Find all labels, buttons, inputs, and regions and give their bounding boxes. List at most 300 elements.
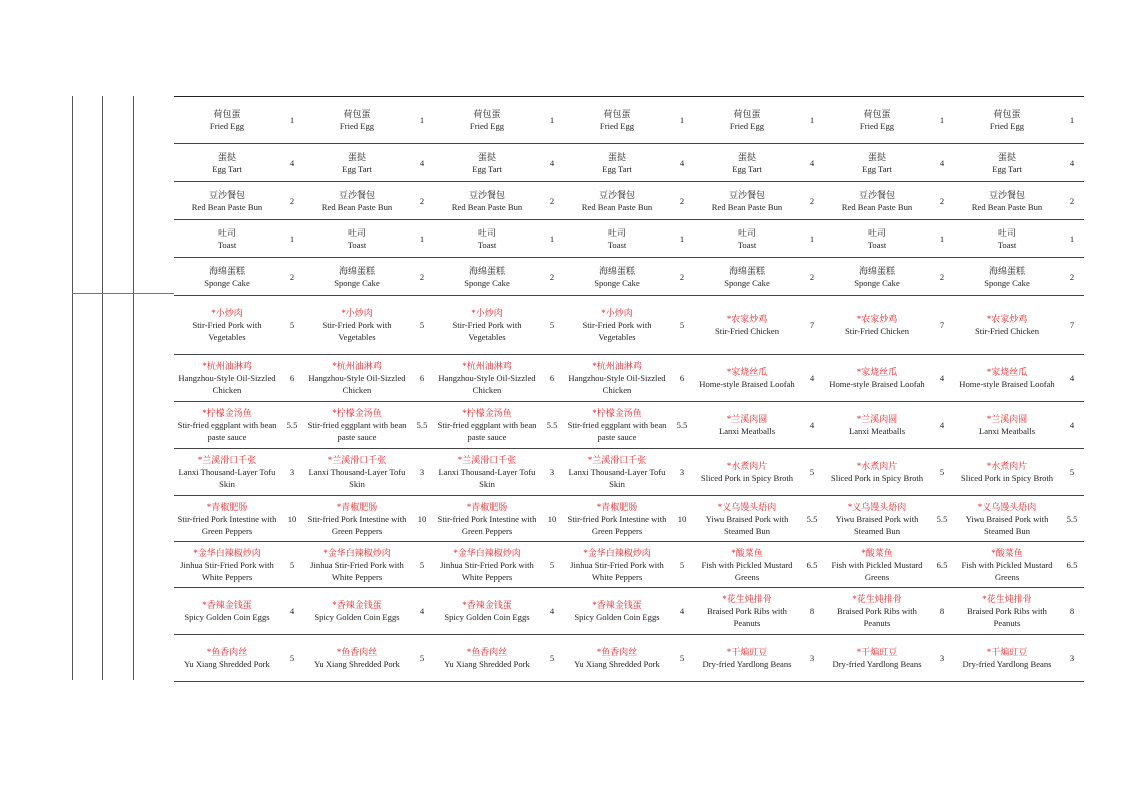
dish-cell <box>824 588 930 635</box>
dish-cell <box>954 542 1060 588</box>
dish-cell <box>954 144 1060 182</box>
dish-quantity: 6 <box>670 355 694 402</box>
dish-quantity: 2 <box>670 182 694 220</box>
dish-cell <box>174 182 280 220</box>
dish-name-chinese: *金华白辣椒炒肉 <box>453 547 521 558</box>
dish-quantity: 4 <box>930 144 954 182</box>
dish-cell <box>304 355 410 402</box>
dish-name-chinese: 吐司 <box>867 227 886 238</box>
dish-cell <box>824 296 930 355</box>
dish-name-chinese: 荷包蛋 <box>863 109 891 119</box>
dish-quantity: 4 <box>1060 144 1084 182</box>
dish-cell <box>434 402 540 449</box>
dish-cell <box>954 635 1060 682</box>
dish-name-chinese: *兰溪滑口千张 <box>587 455 647 465</box>
lunch-menu-row <box>174 496 1084 542</box>
dish-name-english: Lanxi Thousand-Layer Tofu Skin <box>568 467 666 489</box>
dish-name-english: Toast <box>737 239 757 250</box>
dish-name-chinese: *农家炒鸡 <box>856 314 898 324</box>
dish-quantity: 3 <box>410 449 434 496</box>
dish-name-english: Yu Xiang Shredded Pork <box>314 659 400 669</box>
dish-quantity: 5 <box>540 296 564 355</box>
dish-name-chinese: 海绵蛋糕 <box>728 265 765 276</box>
dish-cell <box>824 182 930 220</box>
dish-name-english: Lanxi Thousand-Layer Tofu Skin <box>438 467 536 489</box>
dish-name-chinese: *农家炒鸡 <box>726 314 768 324</box>
dish-name-english: Stir-Fried Pork with Vegetables <box>192 320 262 342</box>
dish-name-chinese: *家烧丝瓜 <box>856 367 898 377</box>
dish-cell <box>564 182 670 220</box>
dish-quantity: 1 <box>540 220 564 258</box>
dish-name-english: Lanxi Thousand-Layer Tofu Skin <box>308 467 406 489</box>
dish-cell <box>694 588 800 635</box>
dish-name-english: Toast <box>607 239 627 250</box>
dish-cell <box>824 402 930 449</box>
dish-quantity: 1 <box>800 220 824 258</box>
weekly-menu-table <box>174 96 1084 682</box>
dish-cell <box>174 258 280 296</box>
dish-quantity: 5 <box>670 296 694 355</box>
dish-cell <box>824 220 930 258</box>
dish-name-english: Yiwu Braised Pork with Steamed Bun <box>835 513 919 536</box>
dish-name-english: Stir-fried Pork Intestine with Green Peppers <box>177 513 277 536</box>
dish-name-chinese: *花生炖排骨 <box>982 594 1032 604</box>
dish-name-english: Home-style Braised Loofah <box>959 379 1055 389</box>
dish-name-chinese: *干煸豇豆 <box>856 647 898 657</box>
dish-name-english: Yiwu Braised Pork with Steamed Bun <box>965 513 1049 536</box>
dish-quantity: 5 <box>540 542 564 588</box>
dish-quantity: 2 <box>1060 258 1084 296</box>
dish-name-english: Stir-fried eggplant with bean paste sauce <box>437 420 537 442</box>
dish-name-chinese: *鱼香肉丝 <box>336 647 378 657</box>
dish-name-chinese: *杭州油淋鸡 <box>332 361 382 371</box>
dish-quantity: 5 <box>280 542 304 588</box>
dish-name-chinese: *柠檬金汤鱼 <box>202 408 252 418</box>
breakfast-menu-row <box>174 258 1084 296</box>
dish-cell <box>564 588 670 635</box>
dish-name-chinese: *水煮肉片 <box>726 461 768 471</box>
dish-cell <box>954 182 1060 220</box>
dish-name-chinese: *家烧丝瓜 <box>726 367 768 377</box>
dish-quantity: 2 <box>540 258 564 296</box>
dish-cell <box>434 144 540 182</box>
dish-cell <box>434 635 540 682</box>
dish-quantity: 8 <box>1060 588 1084 635</box>
dish-name-english: Lanxi Meatballs <box>978 426 1036 436</box>
dish-name-chinese: *兰溪滑口千张 <box>197 455 257 465</box>
dish-name-chinese: 吐司 <box>607 227 626 238</box>
dish-cell <box>694 449 800 496</box>
dish-name-chinese: *兰溪肉圆 <box>986 414 1028 424</box>
dish-name-chinese: *香辣金钱蛋 <box>462 600 512 610</box>
lunch-menu-row <box>174 355 1084 402</box>
dish-name-chinese: 荷包蛋 <box>213 109 241 119</box>
dish-name-english: Sliced Pork in Spicy Broth <box>960 473 1054 483</box>
left-margin-rule-1 <box>72 96 73 680</box>
dish-cell <box>304 542 410 588</box>
dish-quantity: 4 <box>410 588 434 635</box>
dish-cell <box>174 355 280 402</box>
dish-name-english: Egg Tart <box>602 163 632 174</box>
dish-cell <box>694 635 800 682</box>
dish-name-english: Red Bean Paste Bun <box>971 201 1043 212</box>
dish-name-english: Toast <box>477 239 497 250</box>
dish-name-english: Egg Tart <box>732 163 762 174</box>
dish-quantity: 2 <box>410 258 434 296</box>
breakfast-menu-row <box>174 97 1084 144</box>
dish-quantity: 3 <box>280 449 304 496</box>
lunch-menu-row <box>174 588 1084 635</box>
dish-name-english: Fried Egg <box>989 121 1025 131</box>
dish-name-chinese: 海绵蛋糕 <box>468 265 505 276</box>
dish-quantity: 6.5 <box>800 542 824 588</box>
lunch-menu-row <box>174 402 1084 449</box>
dish-name-english: Stir-Fried Chicken <box>974 326 1040 336</box>
dish-name-english: Toast <box>867 239 887 250</box>
dish-name-chinese: *金华白辣椒炒肉 <box>323 547 391 558</box>
dish-quantity: 4 <box>930 355 954 402</box>
dish-quantity: 4 <box>930 402 954 449</box>
dish-cell <box>824 449 930 496</box>
dish-name-english: Jinhua Stir-Fried Pork with White Peppers <box>310 559 404 582</box>
dish-name-chinese: *柠檬金汤鱼 <box>592 408 642 418</box>
dish-name-english: Lanxi Meatballs <box>848 426 906 436</box>
dish-name-chinese: 海绵蛋糕 <box>858 265 895 276</box>
dish-quantity: 5 <box>410 542 434 588</box>
dish-cell <box>824 635 930 682</box>
dish-cell <box>824 496 930 542</box>
dish-name-chinese: 荷包蛋 <box>993 109 1021 119</box>
dish-quantity: 5 <box>670 542 694 588</box>
dish-name-english: Stir-fried Pork Intestine with Green Peppers <box>567 513 667 536</box>
dish-name-english: Fried Egg <box>859 121 895 131</box>
dish-quantity: 5 <box>410 296 434 355</box>
dish-quantity: 5.5 <box>410 402 434 449</box>
dish-name-chinese: 荷包蛋 <box>473 109 501 119</box>
dish-name-english: Lanxi Thousand-Layer Tofu Skin <box>178 467 276 489</box>
dish-cell <box>694 97 800 144</box>
dish-cell <box>174 496 280 542</box>
dish-quantity: 7 <box>1060 296 1084 355</box>
dish-quantity: 10 <box>280 496 304 542</box>
dish-name-chinese: 海绵蛋糕 <box>338 265 375 276</box>
dish-name-chinese: *柠檬金汤鱼 <box>332 408 382 418</box>
dish-quantity: 5.5 <box>280 402 304 449</box>
dish-quantity: 6 <box>280 355 304 402</box>
dish-quantity: 1 <box>930 97 954 144</box>
dish-cell <box>564 296 670 355</box>
dish-quantity: 5.5 <box>670 402 694 449</box>
dish-name-chinese: *花生炖排骨 <box>722 594 772 604</box>
dish-name-chinese: 蛋挞 <box>607 151 626 162</box>
lunch-menu-row <box>174 635 1084 682</box>
dish-name-english: Fried Egg <box>729 121 765 131</box>
dish-cell <box>694 144 800 182</box>
dish-name-english: Egg Tart <box>472 163 502 174</box>
dish-cell <box>304 402 410 449</box>
dish-cell <box>694 220 800 258</box>
dish-name-chinese: 蛋挞 <box>477 151 496 162</box>
dish-name-english: Sponge Cake <box>594 277 640 288</box>
dish-cell <box>174 588 280 635</box>
dish-cell <box>304 588 410 635</box>
dish-quantity: 2 <box>800 182 824 220</box>
dish-cell <box>954 220 1060 258</box>
dish-name-chinese: *义乌馒头焐肉 <box>847 501 907 512</box>
dish-name-english: Yu Xiang Shredded Pork <box>444 659 530 669</box>
dish-cell <box>564 355 670 402</box>
dish-name-english: Fried Egg <box>339 121 375 131</box>
dish-quantity: 4 <box>1060 402 1084 449</box>
dish-quantity: 2 <box>800 258 824 296</box>
dish-quantity: 3 <box>540 449 564 496</box>
breakfast-menu-row <box>174 182 1084 220</box>
dish-name-english: Red Bean Paste Bun <box>451 201 523 212</box>
dish-quantity: 1 <box>540 97 564 144</box>
dish-name-english: Spicy Golden Coin Eggs <box>184 612 270 622</box>
dish-cell <box>824 144 930 182</box>
dish-name-chinese: *兰溪肉圆 <box>726 414 768 424</box>
dish-cell <box>304 182 410 220</box>
dish-name-english: Sponge Cake <box>204 277 250 288</box>
dish-name-chinese: 蛋挞 <box>867 151 886 162</box>
dish-name-english: Stir-Fried Pork with Vegetables <box>452 320 522 342</box>
dish-name-english: Sliced Pork in Spicy Broth <box>700 473 794 483</box>
dish-name-chinese: *小炒肉 <box>211 308 243 318</box>
dish-quantity: 4 <box>540 588 564 635</box>
dish-quantity: 2 <box>540 182 564 220</box>
dish-quantity: 2 <box>280 182 304 220</box>
dish-name-english: Spicy Golden Coin Eggs <box>314 612 400 622</box>
dish-cell <box>434 258 540 296</box>
dish-name-chinese: *杭州油淋鸡 <box>202 361 252 371</box>
dish-cell <box>174 220 280 258</box>
dish-name-chinese: *家烧丝瓜 <box>986 367 1028 377</box>
dish-cell <box>824 258 930 296</box>
dish-name-chinese: 吐司 <box>347 227 366 238</box>
dish-cell <box>304 449 410 496</box>
dish-name-english: Egg Tart <box>212 163 242 174</box>
dish-name-english: Sponge Cake <box>984 277 1030 288</box>
dish-quantity: 8 <box>800 588 824 635</box>
dish-quantity: 2 <box>930 258 954 296</box>
dish-cell <box>694 182 800 220</box>
dish-name-chinese: *花生炖排骨 <box>852 594 902 604</box>
dish-name-english: Red Bean Paste Bun <box>711 201 783 212</box>
dish-name-chinese: 海绵蛋糕 <box>988 265 1025 276</box>
dish-cell <box>954 496 1060 542</box>
dish-name-english: Stir-fried eggplant with bean paste sauce <box>567 420 667 442</box>
dish-cell <box>954 449 1060 496</box>
dish-quantity: 4 <box>280 588 304 635</box>
dish-name-chinese: 蛋挞 <box>997 151 1016 162</box>
dish-quantity: 4 <box>800 402 824 449</box>
dish-quantity: 5 <box>800 449 824 496</box>
dish-name-chinese: *香辣金钱蛋 <box>332 600 382 610</box>
dish-cell <box>434 220 540 258</box>
dish-quantity: 6.5 <box>930 542 954 588</box>
dish-name-chinese: 豆沙餐包 <box>858 189 895 200</box>
dish-quantity: 2 <box>280 258 304 296</box>
dish-cell <box>824 542 930 588</box>
dish-name-english: Red Bean Paste Bun <box>191 201 263 212</box>
dish-cell <box>954 258 1060 296</box>
dish-quantity: 5 <box>280 635 304 682</box>
dish-quantity: 1 <box>410 220 434 258</box>
dish-quantity: 7 <box>930 296 954 355</box>
dish-quantity: 1 <box>280 97 304 144</box>
dish-name-english: Toast <box>347 239 367 250</box>
dish-name-chinese: 蛋挞 <box>347 151 366 162</box>
dish-cell <box>304 258 410 296</box>
dish-name-chinese: *金华白辣椒炒肉 <box>583 547 651 558</box>
dish-name-chinese: 豆沙餐包 <box>598 189 635 200</box>
dish-quantity: 1 <box>670 220 694 258</box>
dish-name-english: Sponge Cake <box>854 277 900 288</box>
dish-quantity: 5 <box>280 296 304 355</box>
dish-cell <box>434 542 540 588</box>
dish-name-chinese: 吐司 <box>477 227 496 238</box>
dish-name-english: Yu Xiang Shredded Pork <box>574 659 660 669</box>
dish-cell <box>434 182 540 220</box>
dish-name-chinese: 荷包蛋 <box>343 109 371 119</box>
dish-name-english: Fish with Pickled Mustard Greens <box>701 559 793 582</box>
dish-quantity: 4 <box>1060 355 1084 402</box>
dish-name-english: Braised Pork Ribs with Peanuts <box>707 606 787 628</box>
dish-name-english: Toast <box>217 239 237 250</box>
dish-quantity: 1 <box>670 97 694 144</box>
dish-quantity: 10 <box>670 496 694 542</box>
dish-name-chinese: 豆沙餐包 <box>728 189 765 200</box>
dish-cell <box>304 144 410 182</box>
dish-name-english: Fried Egg <box>469 121 505 131</box>
dish-quantity: 1 <box>930 220 954 258</box>
dish-cell <box>954 588 1060 635</box>
dish-cell <box>694 355 800 402</box>
dish-cell <box>954 355 1060 402</box>
dish-name-english: Red Bean Paste Bun <box>321 201 393 212</box>
dish-name-chinese: *青椒肥肠 <box>206 501 248 512</box>
dish-quantity: 1 <box>1060 220 1084 258</box>
dish-name-chinese: 豆沙餐包 <box>338 189 375 200</box>
dish-name-english: Sponge Cake <box>724 277 770 288</box>
dish-name-english: Egg Tart <box>862 163 892 174</box>
dish-name-english: Jinhua Stir-Fried Pork with White Peppers <box>570 559 664 582</box>
dish-cell <box>434 496 540 542</box>
dish-quantity: 4 <box>670 588 694 635</box>
dish-name-chinese: *酸菜鱼 <box>731 547 763 558</box>
dish-quantity: 5.5 <box>1060 496 1084 542</box>
dish-cell <box>824 97 930 144</box>
dish-name-english: Stir-fried eggplant with bean paste sauce <box>307 420 407 442</box>
dish-name-english: Hangzhou-Style Oil-Sizzled Chicken <box>438 373 536 395</box>
dish-name-english: Dry-fried Yardlong Beans <box>702 659 792 669</box>
dish-name-english: Home-style Braised Loofah <box>699 379 795 389</box>
dish-name-english: Fish with Pickled Mustard Greens <box>831 559 923 582</box>
dish-name-chinese: *水煮肉片 <box>986 461 1028 471</box>
dish-name-chinese: *柠檬金汤鱼 <box>462 408 512 418</box>
dish-quantity: 4 <box>800 355 824 402</box>
dish-name-english: Stir-fried eggplant with bean paste sauce <box>177 420 277 442</box>
dish-name-chinese: 吐司 <box>997 227 1016 238</box>
dish-cell <box>694 258 800 296</box>
dish-cell <box>954 97 1060 144</box>
dish-name-english: Jinhua Stir-Fried Pork with White Peppers <box>440 559 534 582</box>
dish-quantity: 10 <box>410 496 434 542</box>
dish-quantity: 6.5 <box>1060 542 1084 588</box>
dish-cell <box>694 542 800 588</box>
dish-name-chinese: *酸菜鱼 <box>861 547 893 558</box>
dish-cell <box>694 402 800 449</box>
dish-name-chinese: *青椒肥肠 <box>596 501 638 512</box>
dish-quantity: 4 <box>540 144 564 182</box>
dish-quantity: 5 <box>930 449 954 496</box>
dish-name-chinese: *青椒肥肠 <box>466 501 508 512</box>
dish-quantity: 2 <box>930 182 954 220</box>
dish-name-chinese: 海绵蛋糕 <box>208 265 245 276</box>
dish-cell <box>564 220 670 258</box>
dish-quantity: 1 <box>410 97 434 144</box>
dish-quantity: 5 <box>410 635 434 682</box>
dish-quantity: 4 <box>800 144 824 182</box>
dish-cell <box>564 635 670 682</box>
dish-name-chinese: *杭州油淋鸡 <box>462 361 512 371</box>
dish-quantity: 5.5 <box>800 496 824 542</box>
dish-cell <box>434 355 540 402</box>
dish-name-english: Stir-Fried Pork with Vegetables <box>582 320 652 342</box>
dish-name-english: Dry-fried Yardlong Beans <box>832 659 922 669</box>
dish-quantity: 4 <box>280 144 304 182</box>
dish-name-english: Fish with Pickled Mustard Greens <box>961 559 1053 582</box>
dish-name-english: Braised Pork Ribs with Peanuts <box>837 606 917 628</box>
dish-quantity: 5.5 <box>540 402 564 449</box>
dish-name-chinese: *农家炒鸡 <box>986 314 1028 324</box>
dish-name-english: Home-style Braised Loofah <box>829 379 925 389</box>
dish-name-english: Hangzhou-Style Oil-Sizzled Chicken <box>178 373 276 395</box>
dish-cell <box>954 296 1060 355</box>
dish-name-chinese: *兰溪滑口千张 <box>327 455 387 465</box>
lunch-menu-row <box>174 542 1084 588</box>
dish-name-chinese: *鱼香肉丝 <box>466 647 508 657</box>
dish-name-english: Fried Egg <box>599 121 635 131</box>
dish-cell <box>564 258 670 296</box>
dish-quantity: 5 <box>670 635 694 682</box>
dish-quantity: 3 <box>930 635 954 682</box>
dish-name-english: Egg Tart <box>992 163 1022 174</box>
dish-cell <box>694 296 800 355</box>
dish-cell <box>564 496 670 542</box>
dish-name-chinese: *小炒肉 <box>471 308 503 318</box>
dish-name-chinese: *杭州油淋鸡 <box>592 361 642 371</box>
dish-cell <box>304 296 410 355</box>
dish-name-chinese: *干煸豇豆 <box>986 647 1028 657</box>
dish-name-chinese: 蛋挞 <box>737 151 756 162</box>
dish-name-chinese: *义乌馒头焐肉 <box>717 501 777 512</box>
dish-quantity: 7 <box>800 296 824 355</box>
dish-quantity: 5 <box>1060 449 1084 496</box>
dish-cell <box>564 97 670 144</box>
dish-name-english: Egg Tart <box>342 163 372 174</box>
dish-name-english: Stir-fried Pork Intestine with Green Peppers <box>307 513 407 536</box>
dish-name-english: Yiwu Braised Pork with Steamed Bun <box>705 513 789 536</box>
left-margin-rule-2 <box>102 96 103 680</box>
dish-quantity: 10 <box>540 496 564 542</box>
dish-cell <box>434 449 540 496</box>
dish-name-english: Dry-fried Yardlong Beans <box>962 659 1052 669</box>
left-margin-rule-3 <box>133 96 134 680</box>
dish-cell <box>434 296 540 355</box>
dish-quantity: 1 <box>800 97 824 144</box>
